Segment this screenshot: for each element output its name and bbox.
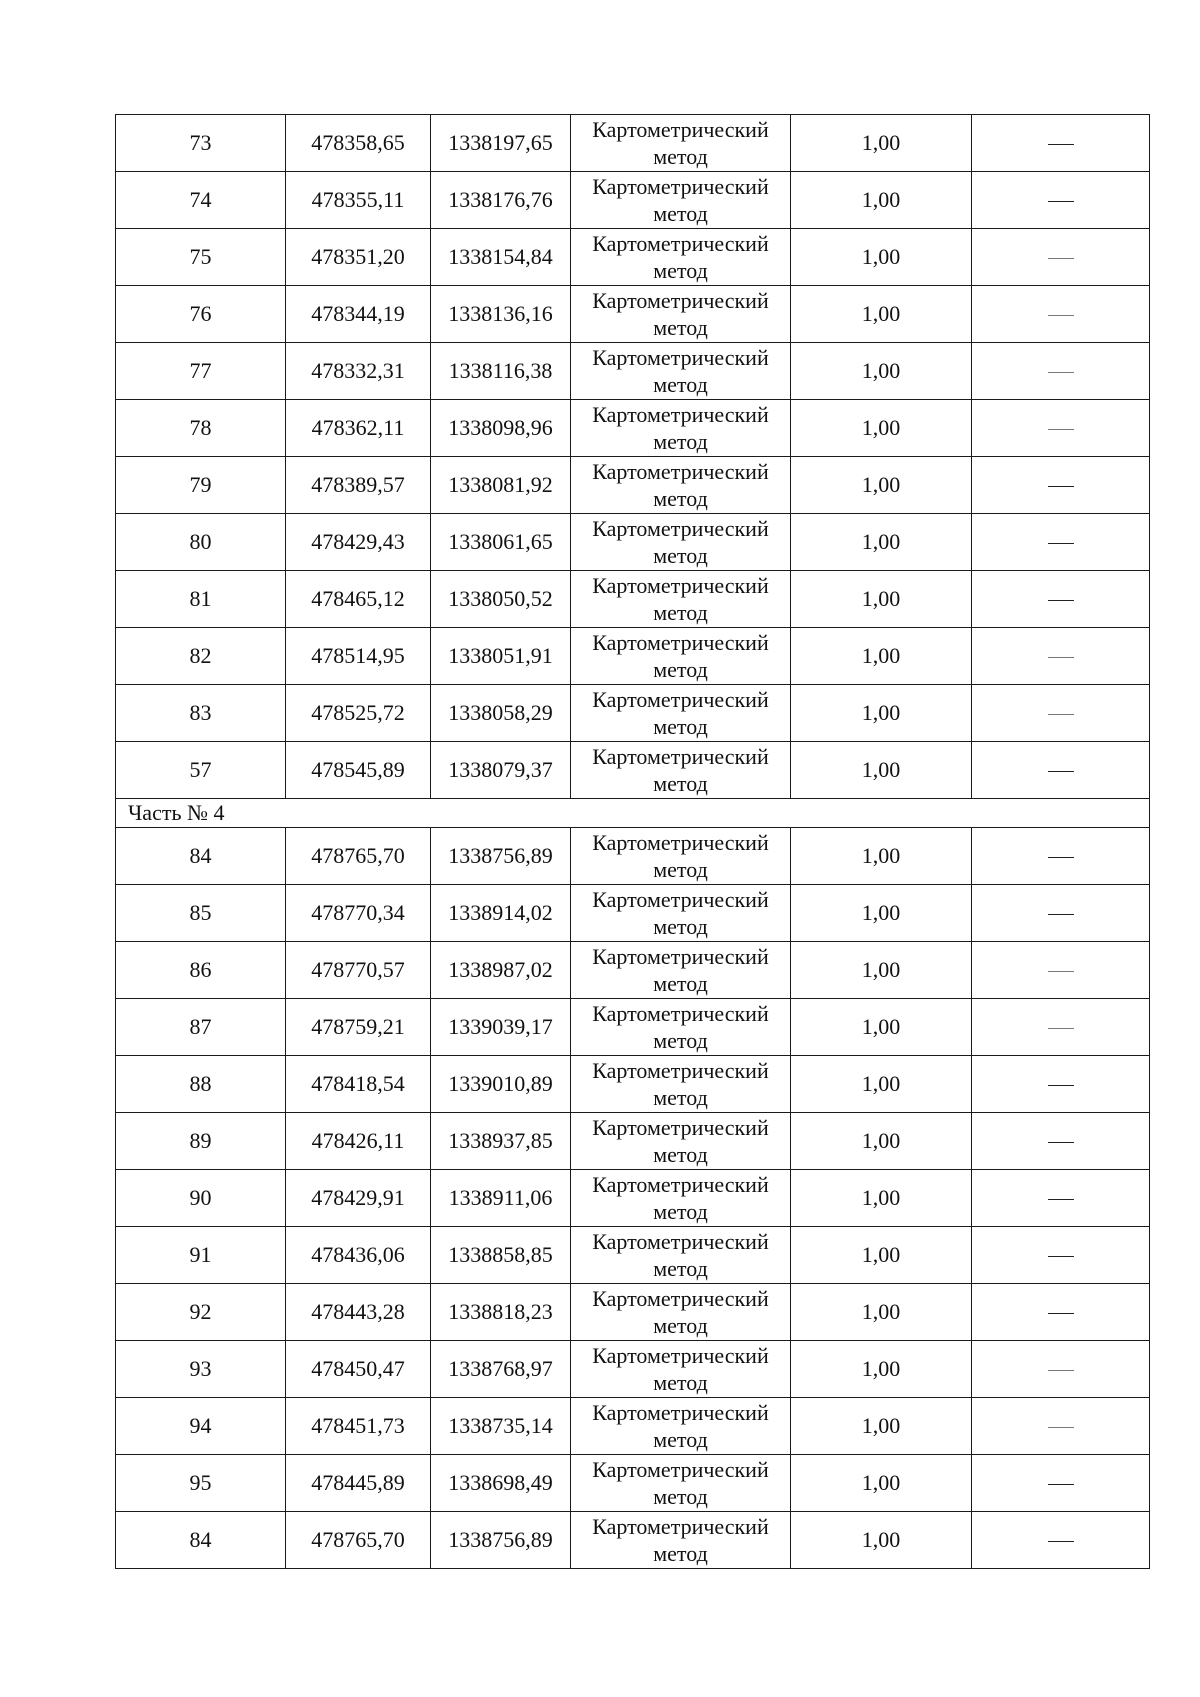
- method-line-2: метод: [653, 857, 708, 882]
- method-cell: [571, 343, 791, 400]
- em-dash-mark: [1048, 486, 1074, 487]
- method-line-2: метод: [653, 1427, 708, 1452]
- accuracy-cell: 1,00: [791, 1455, 972, 1512]
- method-line-2: метод: [653, 714, 708, 739]
- method-cell: [571, 1284, 791, 1341]
- table-row: [116, 514, 1150, 571]
- point-number-cell: 91: [116, 1227, 286, 1284]
- table-row: [116, 1455, 1150, 1512]
- y-coordinate-cell: 1338818,23: [431, 1284, 571, 1341]
- em-dash-mark: [1048, 1142, 1074, 1143]
- em-dash-mark: [1048, 657, 1074, 658]
- em-dash-mark: [1048, 857, 1074, 858]
- method-cell: [571, 229, 791, 286]
- x-coordinate-cell: 478426,11: [286, 1113, 431, 1170]
- description-cell: [972, 1284, 1150, 1341]
- x-coordinate-cell: 478358,65: [286, 115, 431, 172]
- method-line-2: метод: [653, 543, 708, 568]
- y-coordinate-cell: 1338061,65: [431, 514, 571, 571]
- table-row: [116, 343, 1150, 400]
- accuracy-cell: 1,00: [791, 1398, 972, 1455]
- description-cell: [972, 1170, 1150, 1227]
- method-cell: [571, 571, 791, 628]
- y-coordinate-cell: 1338176,76: [431, 172, 571, 229]
- method-line-2: метод: [653, 1199, 708, 1224]
- method-line-2: метод: [653, 1313, 708, 1338]
- table-row: [116, 685, 1150, 742]
- y-coordinate-cell: 1338756,89: [431, 1512, 571, 1569]
- table-row: [116, 1284, 1150, 1341]
- x-coordinate-cell: 478759,21: [286, 999, 431, 1056]
- accuracy-cell: 1,00: [791, 1512, 972, 1569]
- accuracy-cell: 1,00: [791, 571, 972, 628]
- x-coordinate-cell: 478450,47: [286, 1341, 431, 1398]
- table-row: [116, 1512, 1150, 1569]
- method-cell: [571, 1113, 791, 1170]
- method-line-1: Картометрический: [592, 944, 769, 969]
- method-line-1: Картометрический: [592, 830, 769, 855]
- table-row: [116, 628, 1150, 685]
- accuracy-cell: 1,00: [791, 1113, 972, 1170]
- method-line-2: метод: [653, 1256, 708, 1281]
- method-line-1: Картометрический: [592, 1457, 769, 1482]
- y-coordinate-cell: 1338136,16: [431, 286, 571, 343]
- y-coordinate-cell: 1338058,29: [431, 685, 571, 742]
- accuracy-cell: 1,00: [791, 400, 972, 457]
- method-line-1: Картометрический: [592, 1001, 769, 1026]
- x-coordinate-cell: 478514,95: [286, 628, 431, 685]
- table-row: [116, 229, 1150, 286]
- description-cell: [972, 828, 1150, 885]
- method-cell: [571, 999, 791, 1056]
- y-coordinate-cell: 1338911,06: [431, 1170, 571, 1227]
- em-dash-mark: [1048, 1370, 1074, 1371]
- method-cell: [571, 1170, 791, 1227]
- method-line-1: Картометрический: [592, 1286, 769, 1311]
- table-row: [116, 571, 1150, 628]
- x-coordinate-cell: 478445,89: [286, 1455, 431, 1512]
- method-cell: [571, 1227, 791, 1284]
- y-coordinate-cell: 1338081,92: [431, 457, 571, 514]
- point-number-cell: 92: [116, 1284, 286, 1341]
- table-row: [116, 1398, 1150, 1455]
- description-cell: [972, 1056, 1150, 1113]
- em-dash-mark: [1048, 144, 1074, 145]
- method-line-2: метод: [653, 1484, 708, 1509]
- point-number-cell: 73: [116, 115, 286, 172]
- method-line-1: Картометрический: [592, 887, 769, 912]
- accuracy-cell: 1,00: [791, 286, 972, 343]
- method-cell: [571, 514, 791, 571]
- method-cell: [571, 1512, 791, 1569]
- x-coordinate-cell: 478465,12: [286, 571, 431, 628]
- method-cell: [571, 400, 791, 457]
- method-line-1: Картометрический: [592, 516, 769, 541]
- point-number-cell: 94: [116, 1398, 286, 1455]
- table-row: [116, 286, 1150, 343]
- point-number-cell: 87: [116, 999, 286, 1056]
- accuracy-cell: 1,00: [791, 885, 972, 942]
- method-line-1: Картометрический: [592, 1343, 769, 1368]
- table-row: [116, 1056, 1150, 1113]
- table-row: [116, 942, 1150, 999]
- em-dash-mark: [1048, 600, 1074, 601]
- description-cell: [972, 1512, 1150, 1569]
- y-coordinate-cell: 1338051,91: [431, 628, 571, 685]
- method-cell: [571, 828, 791, 885]
- method-line-2: метод: [653, 1085, 708, 1110]
- method-line-1: Картометрический: [592, 573, 769, 598]
- description-cell: [972, 1227, 1150, 1284]
- table-row: [116, 1227, 1150, 1284]
- method-line-2: метод: [653, 1370, 708, 1395]
- table-row: [116, 828, 1150, 885]
- method-line-2: метод: [653, 600, 708, 625]
- y-coordinate-cell: 1338768,97: [431, 1341, 571, 1398]
- point-number-cell: 76: [116, 286, 286, 343]
- method-line-2: метод: [653, 201, 708, 226]
- method-cell: [571, 742, 791, 799]
- accuracy-cell: 1,00: [791, 514, 972, 571]
- em-dash-mark: [1048, 1199, 1074, 1200]
- method-cell: [571, 1341, 791, 1398]
- table-row: [116, 742, 1150, 799]
- y-coordinate-cell: 1338735,14: [431, 1398, 571, 1455]
- method-line-2: метод: [653, 1028, 708, 1053]
- method-line-1: Картометрический: [592, 459, 769, 484]
- point-number-cell: 80: [116, 514, 286, 571]
- point-number-cell: 86: [116, 942, 286, 999]
- accuracy-cell: 1,00: [791, 685, 972, 742]
- table-row: [116, 457, 1150, 514]
- em-dash-mark: [1048, 714, 1074, 715]
- accuracy-cell: 1,00: [791, 172, 972, 229]
- accuracy-cell: 1,00: [791, 1170, 972, 1227]
- em-dash-mark: [1048, 771, 1074, 772]
- method-line-1: Картометрический: [592, 231, 769, 256]
- part-header-row: [116, 799, 1150, 828]
- table-row: [116, 172, 1150, 229]
- accuracy-cell: 1,00: [791, 1056, 972, 1113]
- accuracy-cell: 1,00: [791, 457, 972, 514]
- part-label: Часть № 4: [116, 799, 1150, 828]
- em-dash-mark: [1048, 914, 1074, 915]
- x-coordinate-cell: 478451,73: [286, 1398, 431, 1455]
- point-number-cell: 85: [116, 885, 286, 942]
- em-dash-mark: [1048, 1313, 1074, 1314]
- method-line-1: Картометрический: [592, 117, 769, 142]
- description-cell: [972, 172, 1150, 229]
- table-row: [116, 999, 1150, 1056]
- x-coordinate-cell: 478545,89: [286, 742, 431, 799]
- description-cell: [972, 685, 1150, 742]
- accuracy-cell: 1,00: [791, 628, 972, 685]
- description-cell: [972, 400, 1150, 457]
- coordinates-table-body: [116, 115, 1150, 1569]
- x-coordinate-cell: 478362,11: [286, 400, 431, 457]
- method-line-2: метод: [653, 1142, 708, 1167]
- method-line-1: Картометрический: [592, 1115, 769, 1140]
- method-line-2: метод: [653, 657, 708, 682]
- table-row: [116, 115, 1150, 172]
- method-cell: [571, 885, 791, 942]
- point-number-cell: 74: [116, 172, 286, 229]
- method-line-2: метод: [653, 971, 708, 996]
- em-dash-mark: [1048, 971, 1074, 972]
- method-line-2: метод: [653, 914, 708, 939]
- table-row: [116, 1170, 1150, 1227]
- method-line-1: Картометрический: [592, 687, 769, 712]
- em-dash-mark: [1048, 201, 1074, 202]
- method-line-2: метод: [653, 144, 708, 169]
- x-coordinate-cell: 478355,11: [286, 172, 431, 229]
- em-dash-mark: [1048, 1427, 1074, 1428]
- method-line-1: Картометрический: [592, 630, 769, 655]
- method-line-1: Картометрический: [592, 174, 769, 199]
- accuracy-cell: 1,00: [791, 999, 972, 1056]
- x-coordinate-cell: 478344,19: [286, 286, 431, 343]
- accuracy-cell: 1,00: [791, 1227, 972, 1284]
- x-coordinate-cell: 478429,43: [286, 514, 431, 571]
- table-row: [116, 400, 1150, 457]
- method-cell: [571, 685, 791, 742]
- description-cell: [972, 1455, 1150, 1512]
- method-line-1: Картометрический: [592, 1229, 769, 1254]
- method-cell: [571, 286, 791, 343]
- method-line-1: Картометрический: [592, 345, 769, 370]
- accuracy-cell: 1,00: [791, 229, 972, 286]
- accuracy-cell: 1,00: [791, 1341, 972, 1398]
- em-dash-mark: [1048, 1028, 1074, 1029]
- method-line-2: метод: [653, 372, 708, 397]
- y-coordinate-cell: 1338154,84: [431, 229, 571, 286]
- method-line-1: Картометрический: [592, 402, 769, 427]
- accuracy-cell: 1,00: [791, 942, 972, 999]
- description-cell: [972, 1341, 1150, 1398]
- method-line-2: метод: [653, 315, 708, 340]
- description-cell: [972, 457, 1150, 514]
- y-coordinate-cell: 1338937,85: [431, 1113, 571, 1170]
- table-row: [116, 1113, 1150, 1170]
- point-number-cell: 83: [116, 685, 286, 742]
- description-cell: [972, 286, 1150, 343]
- em-dash-mark: [1048, 315, 1074, 316]
- accuracy-cell: 1,00: [791, 1284, 972, 1341]
- description-cell: [972, 115, 1150, 172]
- x-coordinate-cell: 478770,34: [286, 885, 431, 942]
- method-cell: [571, 115, 791, 172]
- method-line-1: Картометрический: [592, 1172, 769, 1197]
- accuracy-cell: 1,00: [791, 115, 972, 172]
- method-line-1: Картометрический: [592, 288, 769, 313]
- method-line-2: метод: [653, 258, 708, 283]
- y-coordinate-cell: 1338858,85: [431, 1227, 571, 1284]
- x-coordinate-cell: 478418,54: [286, 1056, 431, 1113]
- point-number-cell: 84: [116, 1512, 286, 1569]
- table-row: [116, 885, 1150, 942]
- method-line-1: Картометрический: [592, 1514, 769, 1539]
- em-dash-mark: [1048, 429, 1074, 430]
- method-cell: [571, 1455, 791, 1512]
- description-cell: [972, 742, 1150, 799]
- x-coordinate-cell: 478525,72: [286, 685, 431, 742]
- y-coordinate-cell: 1338079,37: [431, 742, 571, 799]
- method-cell: [571, 172, 791, 229]
- x-coordinate-cell: 478351,20: [286, 229, 431, 286]
- y-coordinate-cell: 1338914,02: [431, 885, 571, 942]
- point-number-cell: 95: [116, 1455, 286, 1512]
- coordinates-table: [115, 114, 1150, 1569]
- em-dash-mark: [1048, 543, 1074, 544]
- x-coordinate-cell: 478770,57: [286, 942, 431, 999]
- x-coordinate-cell: 478765,70: [286, 1512, 431, 1569]
- point-number-cell: 89: [116, 1113, 286, 1170]
- x-coordinate-cell: 478443,28: [286, 1284, 431, 1341]
- accuracy-cell: 1,00: [791, 742, 972, 799]
- method-line-1: Картометрический: [592, 1058, 769, 1083]
- y-coordinate-cell: 1338756,89: [431, 828, 571, 885]
- y-coordinate-cell: 1338987,02: [431, 942, 571, 999]
- description-cell: [972, 229, 1150, 286]
- method-line-2: метод: [653, 771, 708, 796]
- point-number-cell: 79: [116, 457, 286, 514]
- method-cell: [571, 1056, 791, 1113]
- point-number-cell: 82: [116, 628, 286, 685]
- method-cell: [571, 457, 791, 514]
- y-coordinate-cell: 1338698,49: [431, 1455, 571, 1512]
- point-number-cell: 57: [116, 742, 286, 799]
- method-line-1: Картометрический: [592, 1400, 769, 1425]
- accuracy-cell: 1,00: [791, 828, 972, 885]
- description-cell: [972, 343, 1150, 400]
- point-number-cell: 84: [116, 828, 286, 885]
- em-dash-mark: [1048, 1541, 1074, 1542]
- point-number-cell: 93: [116, 1341, 286, 1398]
- description-cell: [972, 571, 1150, 628]
- em-dash-mark: [1048, 1085, 1074, 1086]
- accuracy-cell: 1,00: [791, 343, 972, 400]
- em-dash-mark: [1048, 1484, 1074, 1485]
- x-coordinate-cell: 478436,06: [286, 1227, 431, 1284]
- description-cell: [972, 628, 1150, 685]
- em-dash-mark: [1048, 372, 1074, 373]
- point-number-cell: 88: [116, 1056, 286, 1113]
- description-cell: [972, 885, 1150, 942]
- y-coordinate-cell: 1339010,89: [431, 1056, 571, 1113]
- em-dash-mark: [1048, 258, 1074, 259]
- x-coordinate-cell: 478765,70: [286, 828, 431, 885]
- description-cell: [972, 942, 1150, 999]
- table-row: [116, 1341, 1150, 1398]
- point-number-cell: 81: [116, 571, 286, 628]
- method-cell: [571, 628, 791, 685]
- y-coordinate-cell: 1339039,17: [431, 999, 571, 1056]
- point-number-cell: 78: [116, 400, 286, 457]
- x-coordinate-cell: 478389,57: [286, 457, 431, 514]
- method-line-1: Картометрический: [592, 744, 769, 769]
- y-coordinate-cell: 1338197,65: [431, 115, 571, 172]
- y-coordinate-cell: 1338116,38: [431, 343, 571, 400]
- point-number-cell: 90: [116, 1170, 286, 1227]
- point-number-cell: 75: [116, 229, 286, 286]
- x-coordinate-cell: 478429,91: [286, 1170, 431, 1227]
- description-cell: [972, 514, 1150, 571]
- y-coordinate-cell: 1338098,96: [431, 400, 571, 457]
- method-line-2: метод: [653, 486, 708, 511]
- method-cell: [571, 942, 791, 999]
- em-dash-mark: [1048, 1256, 1074, 1257]
- description-cell: [972, 1398, 1150, 1455]
- method-line-2: метод: [653, 1541, 708, 1566]
- point-number-cell: 77: [116, 343, 286, 400]
- method-cell: [571, 1398, 791, 1455]
- method-line-2: метод: [653, 429, 708, 454]
- description-cell: [972, 999, 1150, 1056]
- x-coordinate-cell: 478332,31: [286, 343, 431, 400]
- y-coordinate-cell: 1338050,52: [431, 571, 571, 628]
- description-cell: [972, 1113, 1150, 1170]
